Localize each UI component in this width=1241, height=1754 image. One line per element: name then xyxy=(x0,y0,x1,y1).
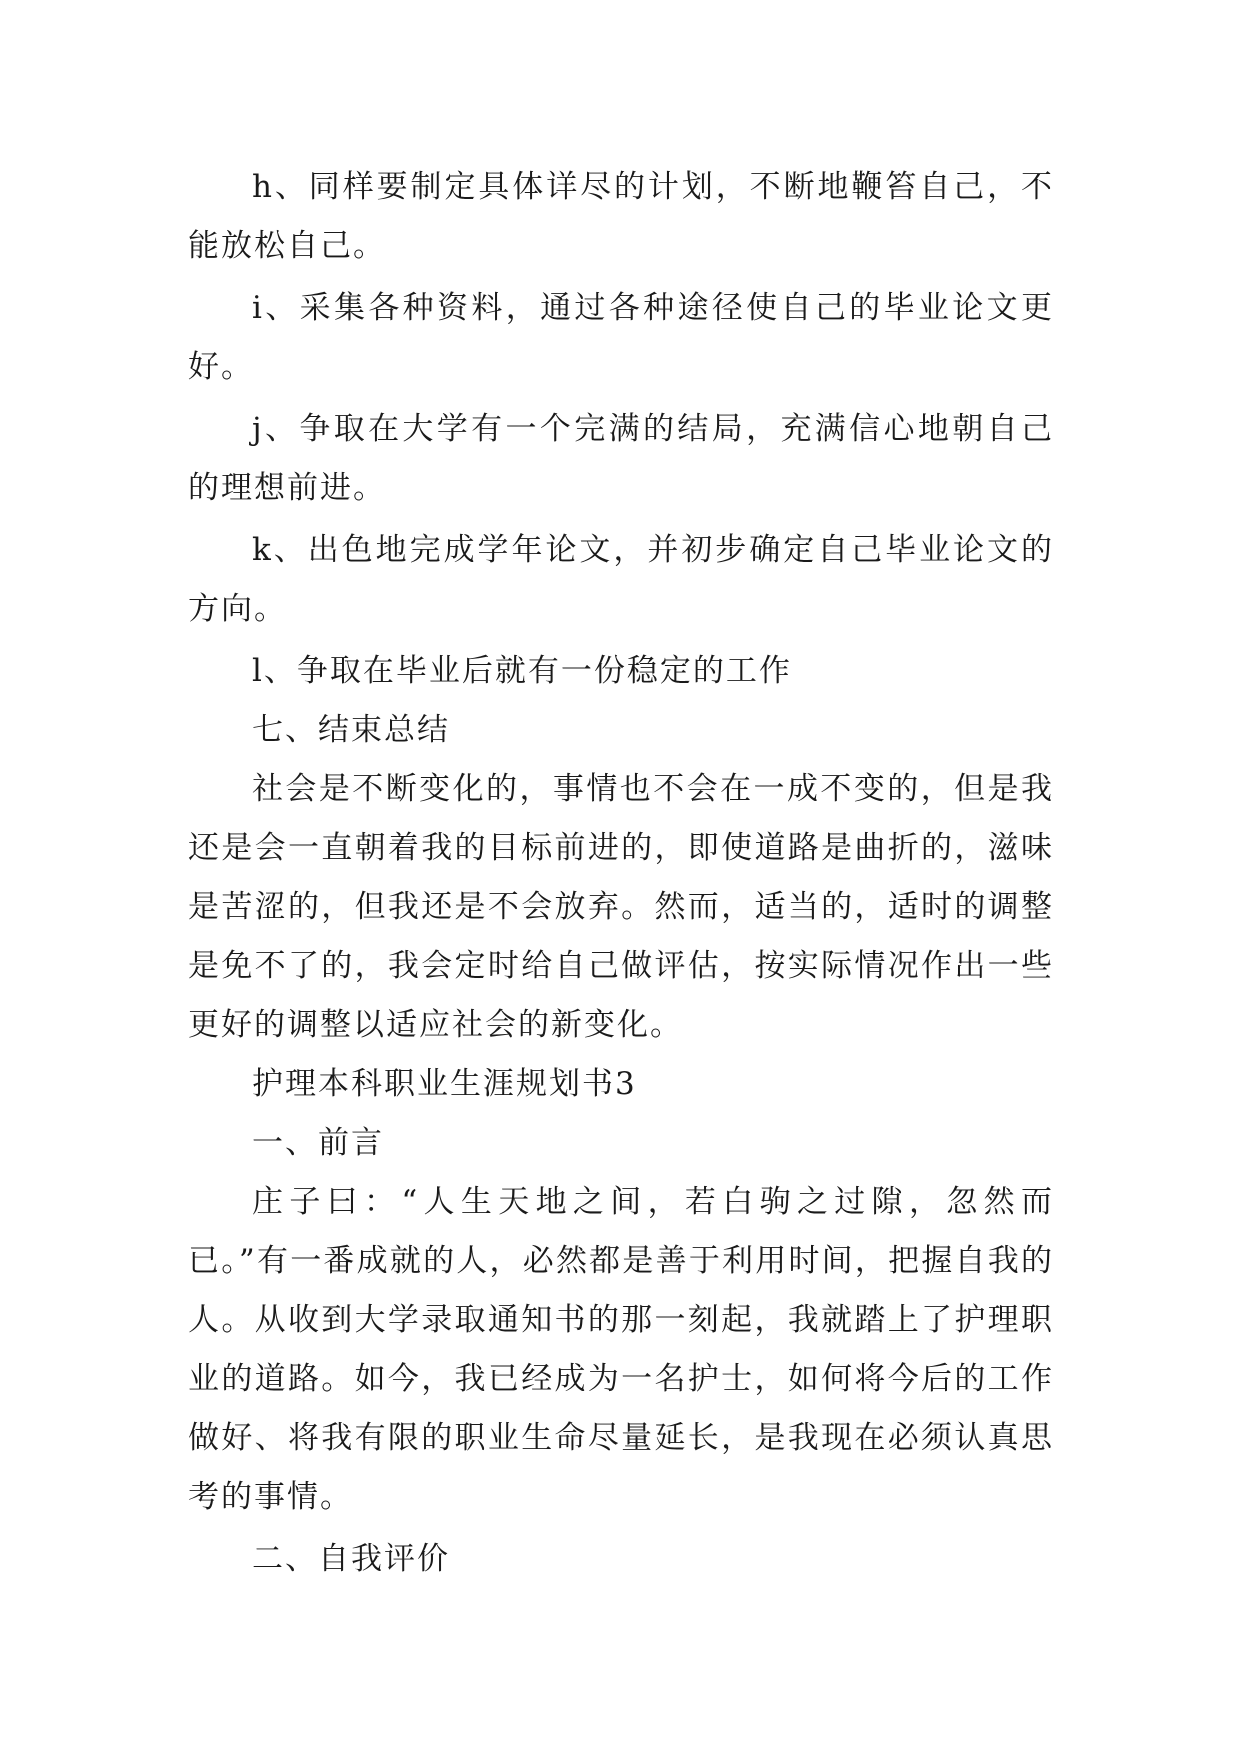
section-heading-preface: 一、前言 xyxy=(252,1125,384,1161)
paragraph-l: l、争取在毕业后就有一份稳定的工作 xyxy=(252,653,792,689)
paragraph-i: i、采集各种资料，通过各种途径使自己的毕业论文更好。 xyxy=(188,290,1054,385)
paragraph-conclusion: 社会是不断变化的，事情也不会在一成不变的，但是我还是会一直朝着我的目标前进的，即使道路是曲折的，滋味是苦涩的，但我还是不会放弃。然而，适当的，适时的调整是免不了的，我会定时给自己做评估，按实际情况作出一些更好的调整以适应社会的新变化。 xyxy=(188,771,1054,1043)
section-heading-self-evaluation: 二、自我评价 xyxy=(252,1541,450,1577)
section-heading-conclusion: 七、结束总结 xyxy=(252,712,450,748)
paragraph-k: k、出色地完成学年论文，并初步确定自己毕业论文的方向。 xyxy=(188,532,1054,627)
paragraph-preface: 庄子曰：“人生天地之间，若白驹之过隙，忽然而已。”有一番成就的人，必然都是善于利用时间，把握自我的人。从收到大学录取通知书的那一刻起，我就踏上了护理职业的道路。如今，我已经成为一名护士，如何将今后的工作做好、将我有限的职业生命尽量延长，是我现在必须认真思考的事情。 xyxy=(188,1184,1054,1515)
document-body xyxy=(188,158,1054,1589)
paragraph-j: j、争取在大学有一个完满的结局，充满信心地朝自己的理想前进。 xyxy=(188,411,1054,506)
document-subtitle: 护理本科职业生涯规划书3 xyxy=(252,1066,637,1102)
paragraph-h: h、同样要制定具体详尽的计划，不断地鞭笞自己，不能放松自己。 xyxy=(188,169,1054,264)
